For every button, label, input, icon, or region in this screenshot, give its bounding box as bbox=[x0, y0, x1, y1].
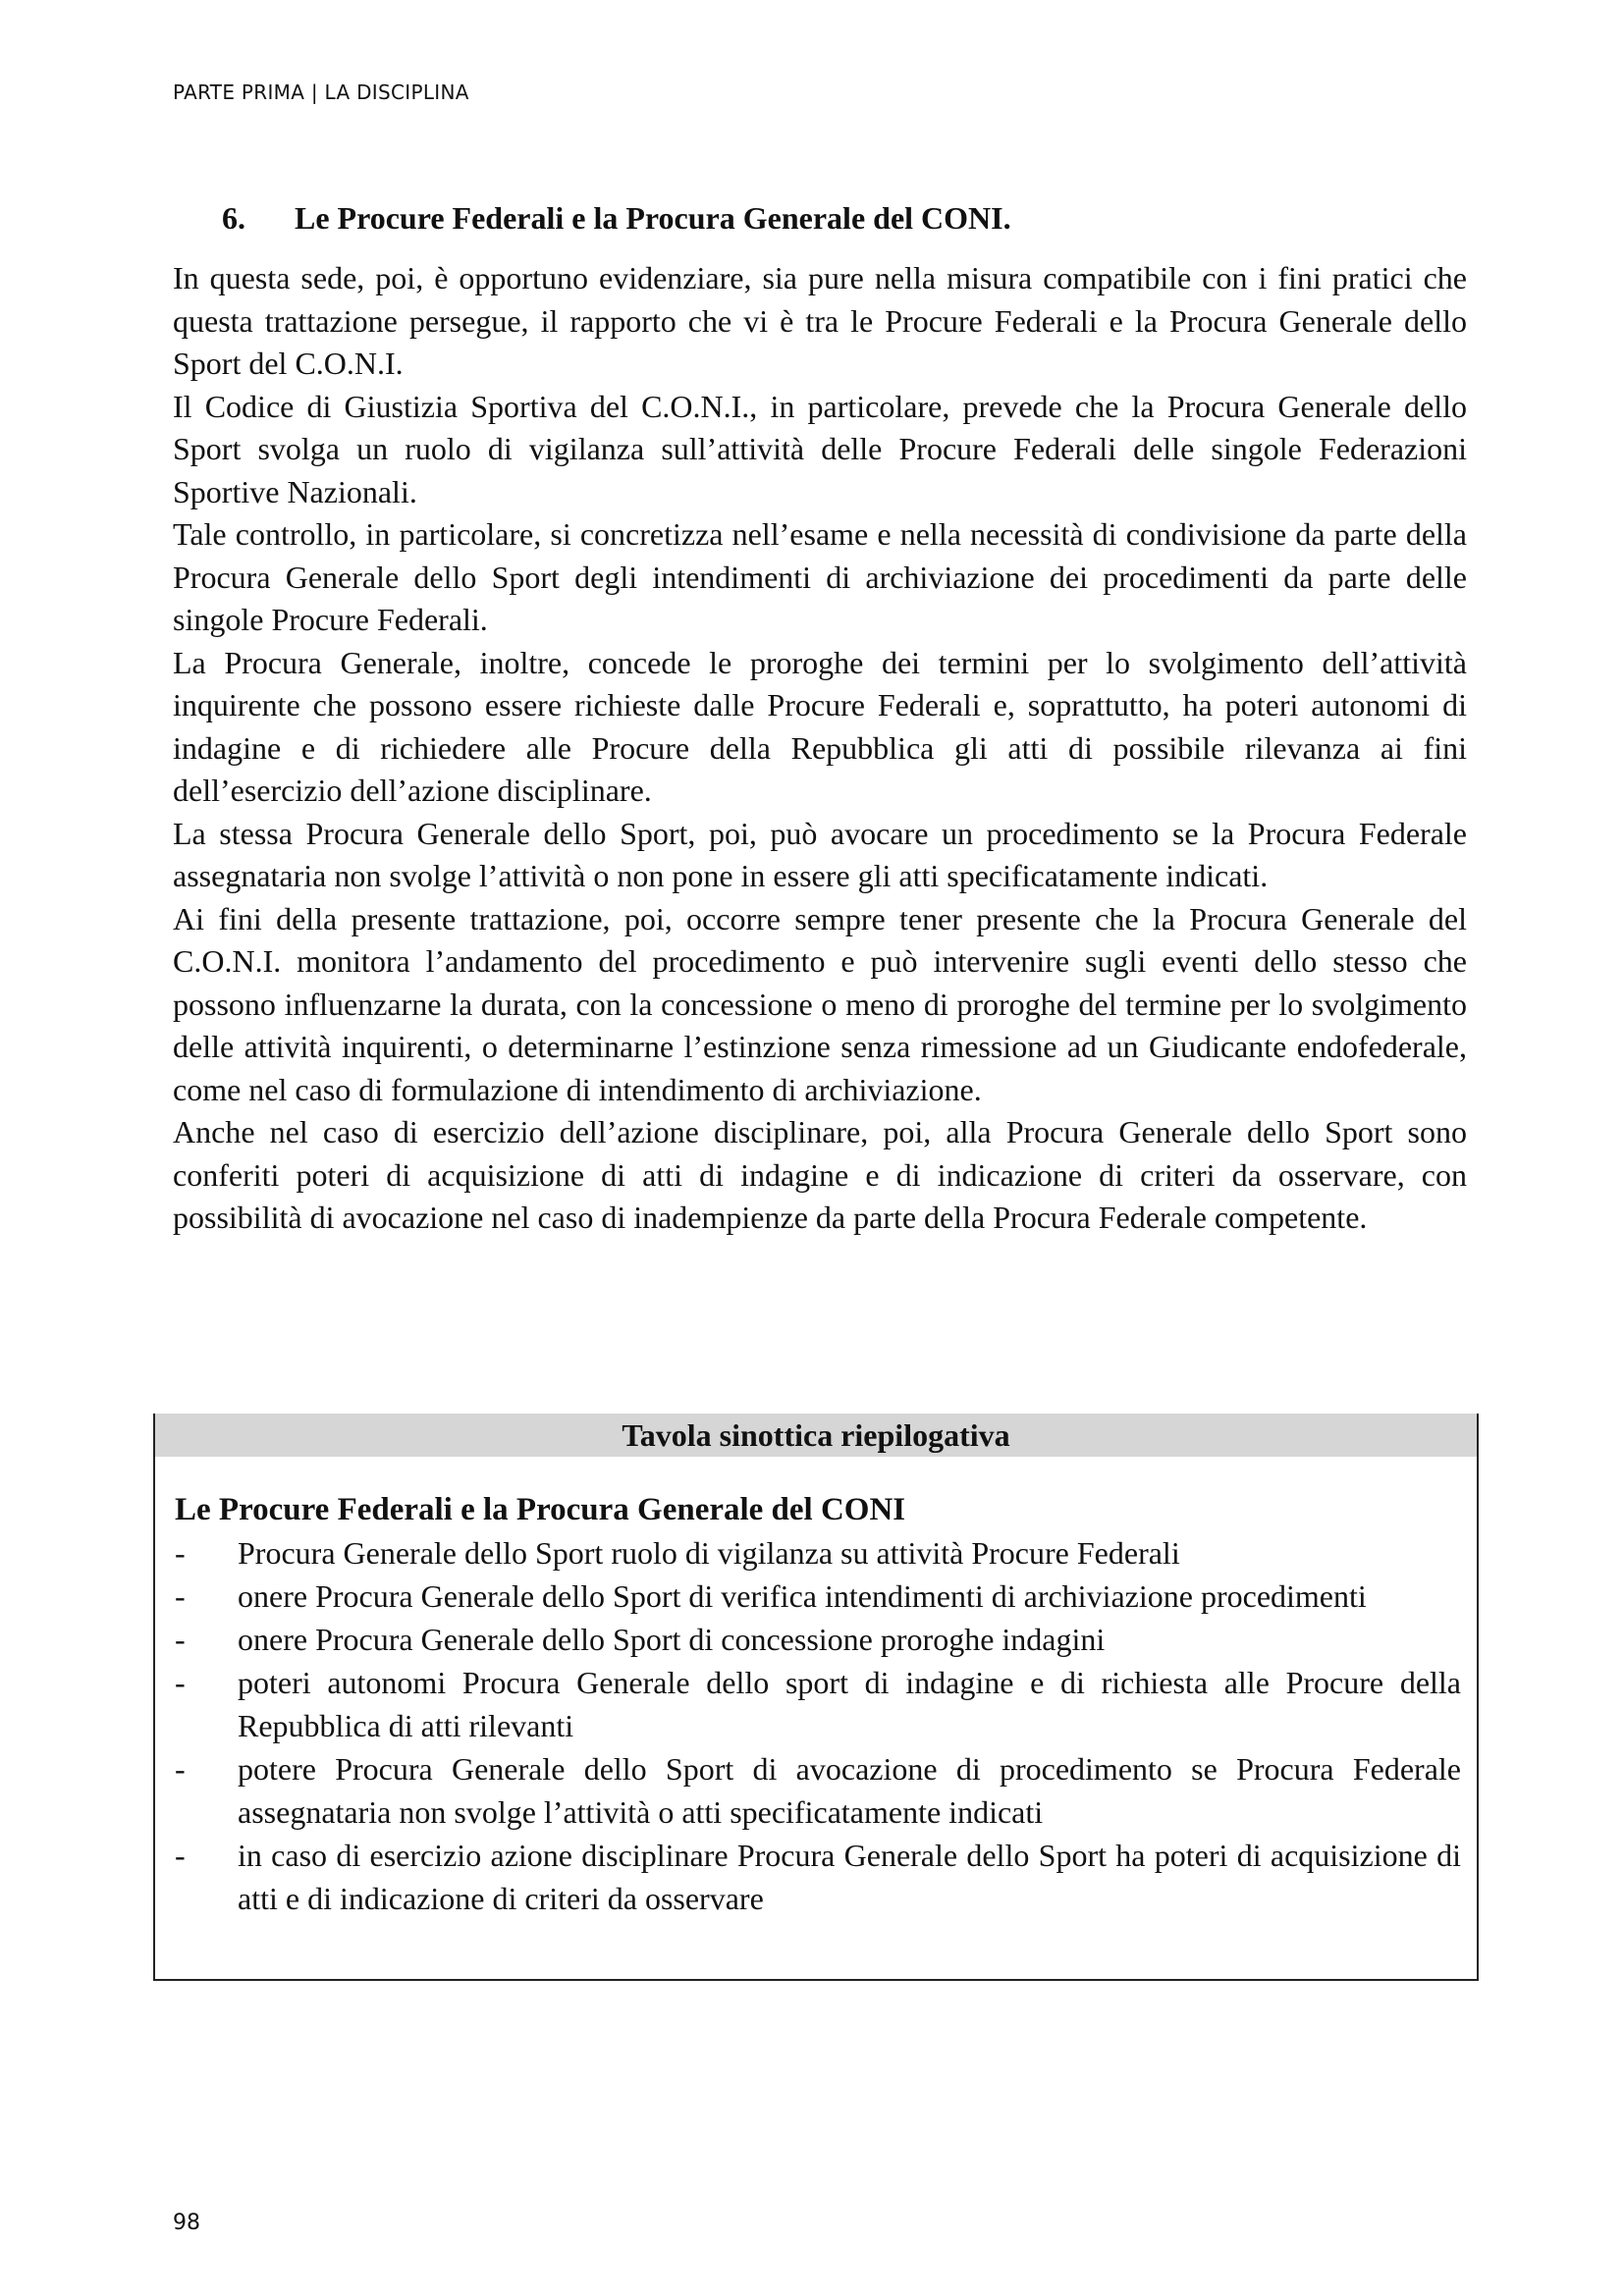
list-item bbox=[175, 1747, 1461, 1834]
list-bullet: - bbox=[175, 1751, 186, 1787]
list-bullet: - bbox=[175, 1622, 186, 1657]
list-item bbox=[175, 1531, 1461, 1575]
list-bullet: - bbox=[175, 1535, 186, 1571]
list-bullet: - bbox=[175, 1578, 186, 1614]
summary-list bbox=[175, 1531, 1461, 1920]
list-item-text: poteri autonomi Procura Generale dello sport di indagine e di richiesta alle Procure della Repubblica di atti rilevanti bbox=[238, 1665, 1461, 1743]
running-header: PARTE PRIMA | LA DISCIPLINA bbox=[173, 80, 469, 104]
section-number: 6. bbox=[222, 200, 245, 236]
summary-table-subtitle: Le Procure Federali e la Procura Generale del CONI bbox=[175, 1492, 906, 1527]
paragraph: Tale controllo, in particolare, si concretizza nell’esame e nella necessità di condivisione da parte della Procura Generale dello Sport degli intendimenti di archiviazione dei procedimenti da parte delle singole Procure Federali. bbox=[173, 516, 1467, 637]
list-item-text: onere Procura Generale dello Sport di concessione proroghe indagini bbox=[238, 1622, 1106, 1657]
section-title: Le Procure Federali e la Procura Generale del CONI. bbox=[295, 200, 1011, 236]
summary-table bbox=[153, 1414, 1479, 1981]
paragraph: La Procura Generale, inoltre, concede le proroghe dei termini per lo svolgimento dell’attività inquirente che possono essere richieste dalle Procure Federali e, soprattutto, ha poteri autonomi di indagine e di richiedere alle Procure della Repubblica gli atti di possibile rilevanza ai fini dell’esercizio dell’azione disciplinare. bbox=[173, 644, 1467, 808]
paragraph: Ai fini della presente trattazione, poi, occorre sempre tener presente che la Procura Generale del C.O.N.I. monitora l’andamento del procedimento e può intervenire sugli eventi dello stesso che possono influenzarne la durata, con la concessione o meno di proroghe del termine per lo svolgimento delle attività inquirenti, o determinarne l’estinzione senza rimessione ad un Giudicante endofederale, come nel caso di formulazione di intendimento di archiviazione. bbox=[173, 900, 1467, 1107]
body-text bbox=[173, 257, 1467, 1240]
list-bullet: - bbox=[175, 1665, 186, 1700]
page-number: 98 bbox=[173, 2211, 200, 2235]
list-item bbox=[175, 1661, 1461, 1747]
paragraph: Anche nel caso di esercizio dell’azione disciplinare, poi, alla Procura Generale dello Sport sono conferiti poteri di acquisizione di atti di indagine e di indicazione di criteri da osservare, con possibilità di avocazione nel caso di inadempienze da parte della Procura Federale competente. bbox=[173, 1114, 1467, 1235]
list-item-text: onere Procura Generale dello Sport di verifica intendimenti di archiviazione procedimenti bbox=[238, 1578, 1367, 1614]
section-heading bbox=[222, 196, 1011, 240]
list-item bbox=[175, 1618, 1461, 1661]
list-item-text: potere Procura Generale dello Sport di avocazione di procedimento se Procura Federale assegnataria non svolge l’attività o atti specificatamente indicati bbox=[238, 1751, 1461, 1830]
list-item bbox=[175, 1575, 1461, 1618]
list-bullet: - bbox=[175, 1838, 186, 1873]
paragraph: In questa sede, poi, è opportuno evidenziare, sia pure nella misura compatibile con i fini pratici che questa trattazione persegue, il rapporto che vi è tra le Procure Federali e la Procura Generale dello Sport del C.O.N.I. bbox=[173, 260, 1467, 381]
list-item-text: in caso di esercizio azione disciplinare Procura Generale dello Sport ha poteri di acquisizione di atti e di indicazione di criteri da osservare bbox=[238, 1838, 1461, 1916]
paragraph: Il Codice di Giustizia Sportiva del C.O.N.I., in particolare, prevede che la Procura Generale dello Sport svolga un ruolo di vigilanza sull’attività delle Procure Federali delle singole Federazioni Sportive Nazionali. bbox=[173, 388, 1467, 509]
list-item-text: Procura Generale dello Sport ruolo di vigilanza su attività Procure Federali bbox=[238, 1535, 1180, 1571]
summary-table-title: Tavola sinottica riepilogativa bbox=[155, 1414, 1477, 1457]
paragraph: La stessa Procura Generale dello Sport, poi, può avocare un procedimento se la Procura Federale assegnataria non svolge l’attività o non pone in essere gli atti specificatamente indicati. bbox=[173, 815, 1467, 893]
list-item bbox=[175, 1834, 1461, 1920]
